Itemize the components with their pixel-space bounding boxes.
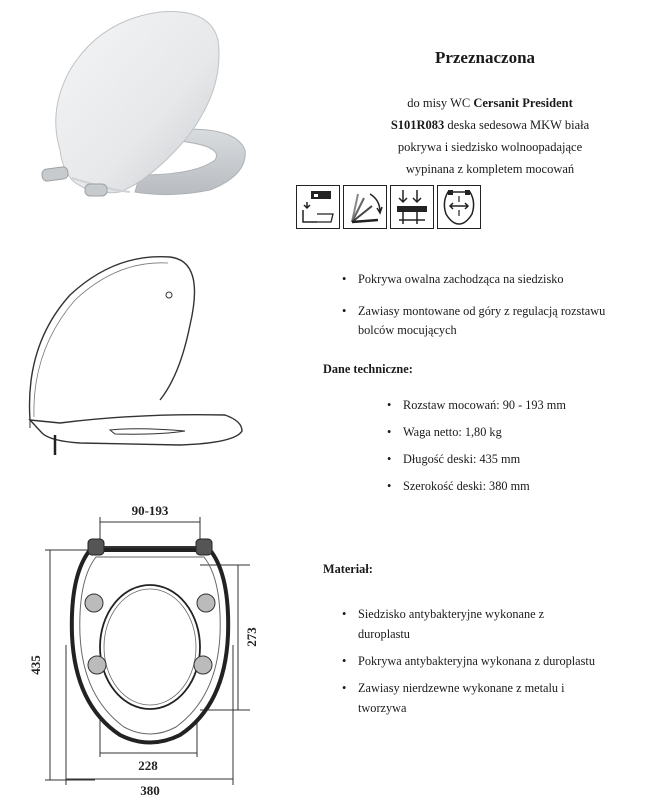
product-description xyxy=(330,92,650,180)
page-title: Przeznaczona xyxy=(434,48,536,67)
soft-close-icon xyxy=(343,185,387,229)
technical-list xyxy=(385,396,645,504)
product-photo xyxy=(20,0,260,200)
side-profile-drawing xyxy=(20,245,250,460)
tech-item: • Waga netto: 1,80 kg xyxy=(385,423,645,442)
material-item: • Siedzisko antybakteryjne wykonane z duroplastu xyxy=(340,604,573,644)
tech-item: • Długość deski: 435 mm xyxy=(385,450,645,469)
desc-line2: deska sedesowa MKW biała xyxy=(447,118,590,132)
tech-item: • Rozstaw mocowań: 90 - 193 mm xyxy=(385,396,645,415)
adjustable-spacing-icon xyxy=(437,185,481,229)
desc-code: S101R083 xyxy=(390,118,445,132)
material-heading: Materiał: xyxy=(323,562,373,576)
quick-release-icon xyxy=(296,185,340,229)
dimension-drawing xyxy=(0,495,300,800)
feature-item: • Pokrywa owalna zachodząca na siedzisko xyxy=(340,270,640,289)
tech-item: • Szerokość deski: 380 mm xyxy=(385,477,645,496)
dim-bottom-inner-label: 228 xyxy=(138,758,158,773)
dim-left-label: 435 xyxy=(28,655,43,675)
material-item: • Zawiasy nierdzewne wykonane z metalu i tworzywa xyxy=(340,678,598,718)
dim-bottom-outer-label: 380 xyxy=(140,783,160,798)
top-mounted-hinges-icon xyxy=(390,185,434,229)
feature-icons xyxy=(296,185,484,228)
desc-model: Cersanit President xyxy=(473,96,573,110)
material-list xyxy=(340,604,650,725)
dim-top-label: 90-193 xyxy=(131,503,169,518)
desc-line4: wypinana z kompletem mocowań xyxy=(405,162,575,176)
feature-list xyxy=(340,270,640,353)
desc-line3: pokrywa i siedzisko wolnoopadające xyxy=(397,140,583,154)
desc-prefix: do misy WC xyxy=(407,96,471,110)
dim-right-label: 273 xyxy=(244,627,259,647)
feature-item: • Zawiasy montowane od góry z regulacją rozstawu bolców mocujących xyxy=(340,302,608,340)
material-item: • Pokrywa antybakteryjna wykonana z duroplastu xyxy=(340,651,650,671)
technical-heading: Dane techniczne: xyxy=(323,362,413,376)
